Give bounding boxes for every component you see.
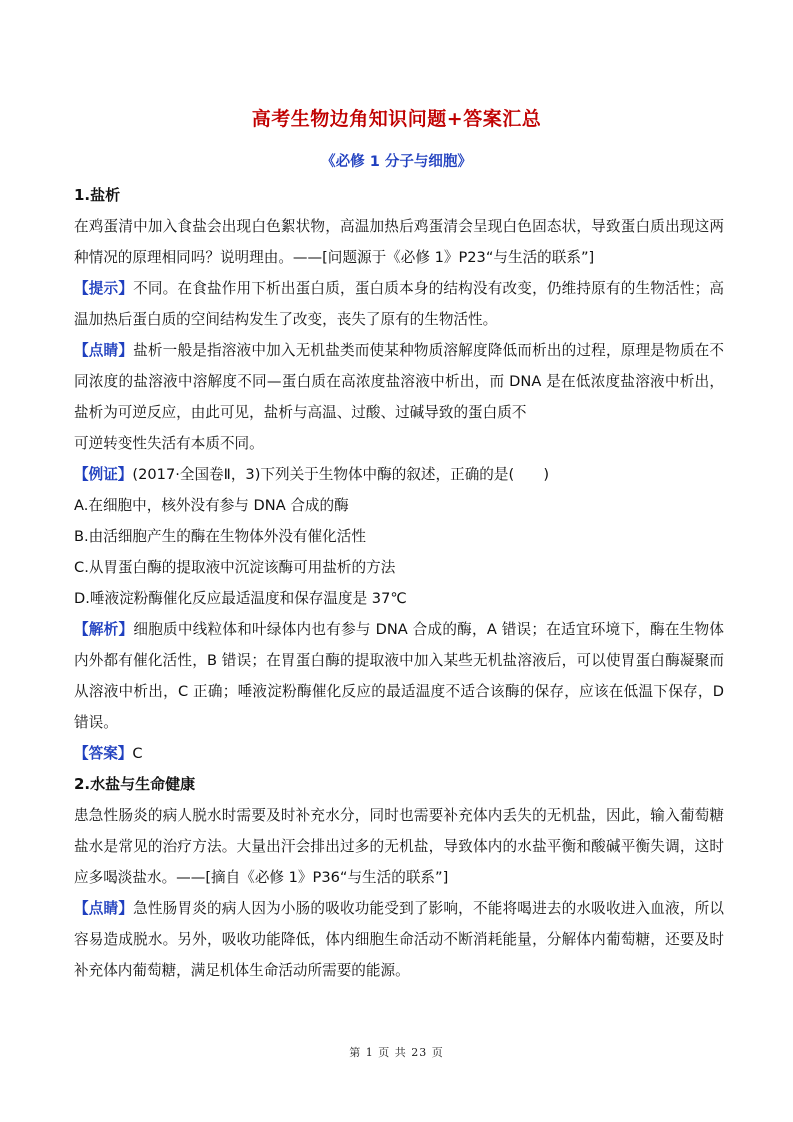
section-heading-water-salt: 2.水盐与生命健康 xyxy=(74,775,196,793)
answer-text: C xyxy=(132,745,143,762)
hint-text: 不同。在食盐作用下析出蛋白质，蛋白质本身的结构没有改变，仍维持原有的生物活性；高温加热后蛋白质的空间结构发生了改变，丧失了原有的生物活性。 xyxy=(74,280,724,328)
hint-tag: 【提示】 xyxy=(74,280,134,297)
section1-hint xyxy=(74,273,724,335)
option-b: B.由活细胞产生的酶在生物体外没有催化活性 xyxy=(74,528,366,545)
section1-question: 在鸡蛋清中加入食盐会出现白色絮状物，高温加热后鸡蛋清会呈现白色固态状，导致蛋白质出现这两种情况的原理相同吗？说明理由。——[问题源于《必修 1》P23“与生活的联系”] xyxy=(74,218,724,266)
point-tag: 【点睛】 xyxy=(74,342,134,359)
example-tag: 【例证】 xyxy=(74,466,133,483)
document-body xyxy=(74,180,724,986)
point-tag-2: 【点睛】 xyxy=(74,900,134,917)
option-c: C.从胃蛋白酶的提取液中沉淀该酶可用盐析的方法 xyxy=(74,559,396,576)
page-footer: 第 1 页 共 23 页 xyxy=(349,1046,444,1059)
analysis-text: 细胞质中线粒体和叶绿体内也有参与 DNA 合成的酶，A 错误；在适宜环境下，酶在生物体内外都有催化活性，B 错误；在胃蛋白酶的提取液中加入某些无机盐溶液后，可以使胃蛋白酶凝聚而从溶液中析出，C 正确；唾液淀粉酶催化反应的最适温度不适合该酶的保存，应该在低温下保存，D 错误。 xyxy=(74,621,724,731)
point-text: 盐析一般是指溶液中加入无机盐类而使某种物质溶解度降低而析出的过程，原理是物质在不同浓度的盐溶液中溶解度不同—蛋白质在高浓度盐溶液中析出，而 DNA 是在低浓度盐溶液中析出，盐析为可逆反应，由此可见，盐析与高温、过酸、过碱导致的蛋白质不 xyxy=(74,342,724,421)
section2-point xyxy=(74,893,724,986)
section2-question: 患急性肠炎的病人脱水时需要及时补充水分，同时也需要补充体内丢失的无机盐，因此，输入葡萄糖盐水是常见的治疗方法。大量出汗会排出过多的无机盐，导致体内的水盐平衡和酸碱平衡失调，这时应多喝淡盐水。——[摘自《必修 1》P36“与生活的联系”] xyxy=(74,807,724,886)
answer-tag: 【答案】 xyxy=(74,745,133,762)
analysis-tag: 【解析】 xyxy=(74,621,134,638)
section1-answer xyxy=(74,738,724,769)
section1-analysis xyxy=(74,614,724,738)
document-subtitle: 《必修 1 分子与细胞》 xyxy=(321,154,472,170)
option-d: D.唾液淀粉酶催化反应最适温度和保存温度是 37℃ xyxy=(74,590,407,607)
example-text: (2017·全国卷Ⅱ，3)下列关于生物体中酶的叙述，正确的是( ) xyxy=(132,466,550,483)
point-text-2: 急性肠胃炎的病人因为小肠的吸收功能受到了影响，不能将喝进去的水吸收进入血液，所以容易造成脱水。另外，吸收功能降低，体内细胞生命活动不断消耗能量，分解体内葡萄糖，还要及时补充体内葡萄糖，满足机体生命活动所需要的能源。 xyxy=(74,900,724,979)
section1-point-continued: 可逆转变性失活有本质不同。 xyxy=(74,435,264,452)
section-heading-salting-out: 1.盐析 xyxy=(74,186,121,204)
option-a: A.在细胞中，核外没有参与 DNA 合成的酶 xyxy=(74,497,349,514)
section1-point xyxy=(74,335,724,428)
document-title: 高考生物边角知识问题+答案汇总 xyxy=(251,108,542,130)
section1-example xyxy=(74,459,724,490)
